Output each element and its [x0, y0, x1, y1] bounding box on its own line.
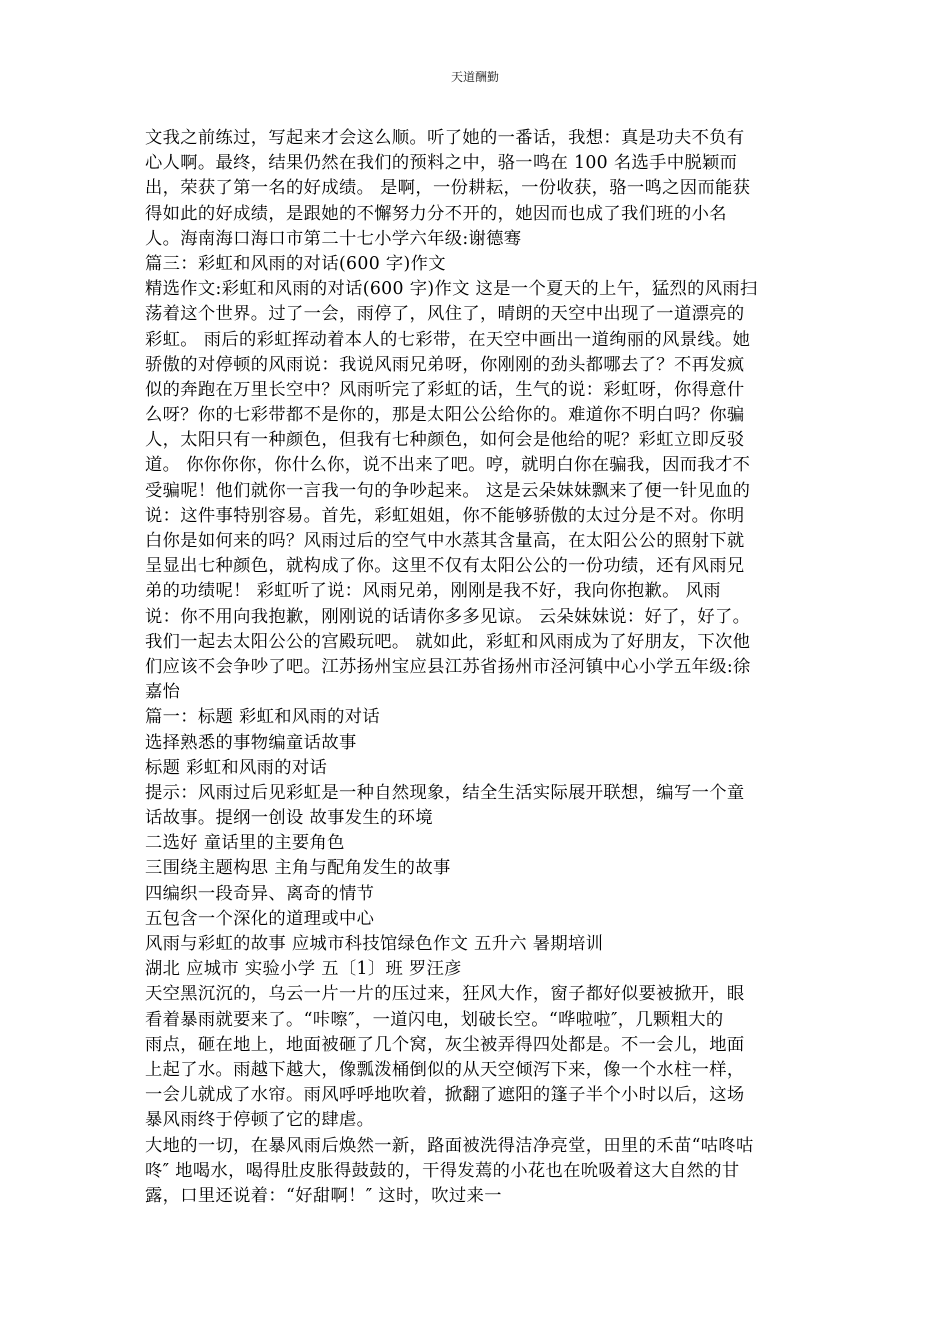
- text-line: 文我之前练过，写起来才会这么顺。听了她的一番话，我想：真是功夫不负有: [145, 128, 745, 148]
- text-line: 白你是如何来的吗？风雨过后的空气中水蒸其含量高，在太阳公公的照射下就: [145, 531, 745, 551]
- text-line: 道。 你你你你，你什么你，说不出来了吧。哼，就明白你在骗我，因而我才不: [145, 455, 751, 476]
- text-line: 得如此的好成绩，是跟她的不懈努力分不开的，她因而也成了我们班的小名: [145, 203, 727, 224]
- text-line: 说：你不用向我抱歉，刚刚说的话请你多多见谅。 云朵妹妹说：好了，好了。: [145, 606, 751, 627]
- text-line: 人，太阳只有一种颜色，但我有七种颜色，如何会是他给的呢？彩虹立即反驳: [145, 430, 745, 451]
- page-header: 天道酬勤: [450, 70, 499, 84]
- text-line: 咚″ 地喝水，喝得肚皮胀得鼓鼓的，干得发蔫的小花也在吮吸着这大自然的甘: [145, 1160, 740, 1181]
- text-line: 么呀？你的七彩带都不是你的，那是太阳公公给你的。难道你不明白吗？你骗: [145, 405, 745, 426]
- text-line: 受骗呢！他们就你一言我一句的争吵起来。 这是云朵妹妹飘来了便一针见血的: [145, 480, 751, 501]
- text-line: 荡着这个世界。过了一会，雨停了，风住了，晴朗的天空中出现了一道漂亮的: [145, 304, 745, 325]
- text-line: 提示：风雨过后见彩虹是一种自然现象，结全生活实际展开联想，编写一个童: [145, 782, 745, 803]
- text-line: 心人啊。最终，结果仍然在我们的预料之中，骆一鸣在 100 名选手中脱颖而: [145, 153, 738, 174]
- text-line: 篇一：标题 彩虹和风雨的对话: [145, 707, 381, 728]
- text-line: 暴风雨终于停顿了它的肆虐。: [145, 1110, 375, 1131]
- text-line: 似的奔跑在万里长空中？风雨听完了彩虹的话，生气的说：彩虹呀，你得意什: [145, 379, 745, 400]
- text-line: 选择熟悉的事物编童话故事: [145, 732, 357, 753]
- text-line: 三围绕主题构思 主角与配角发生的故事: [145, 858, 451, 879]
- text-line: 露，口里还说着：“好甜啊！″ 这时，吹过来一: [145, 1185, 502, 1206]
- text-line: 二选好 童话里的主要角色: [145, 833, 345, 854]
- text-line: 上起了水。雨越下越大，像瓢泼桶倒似的从天空倾泻下来，像一个水柱一样，: [145, 1059, 745, 1080]
- text-line: 一会儿就成了水帘。雨风呼呼地吹着，掀翻了遮阳的篷子半个小时以后，这场: [145, 1085, 745, 1106]
- text-line: 标题 彩虹和风雨的对话: [145, 757, 328, 778]
- text-line: 骄傲的对停顿的风雨说：我说风雨兄弟呀，你刚刚的劲头都哪去了？不再发疯: [145, 354, 745, 375]
- text-line: 天空黑沉沉的，乌云一片一片的压过来，狂风大作，窗子都好似要被掀开，眼: [145, 984, 745, 1005]
- text-line: 精选作文:彩虹和风雨的对话(600 字)作文 这是一个夏天的上午，猛烈的风雨扫: [145, 279, 758, 300]
- text-line: 雨点，砸在地上，地面被砸了几个窝，灰尘被弄得四处都是。不一会儿，地面: [145, 1034, 745, 1055]
- text-line: 嘉怡: [145, 682, 181, 703]
- text-line: 说：这件事特别容易。首先，彩虹姐姐，你不能够骄傲的太过分是不对。你明: [145, 505, 745, 526]
- text-line: 看着暴雨就要来了。“咔嚓″，一道闪电，划破长空。“哗啦啦″，几颗粗大的: [145, 1009, 724, 1030]
- text-line: 大地的一切，在暴风雨后焕然一新，路面被洗得洁净亮堂，田里的禾苗“咕咚咕: [145, 1135, 754, 1156]
- text-line: 人。海南海口海口市第二十七小学六年级:谢德骞: [145, 228, 522, 249]
- document-body: [145, 126, 807, 1209]
- text-line: 五包含一个深化的道理或中心: [145, 908, 375, 929]
- text-line: 篇三：彩虹和风雨的对话(600 字)作文: [145, 253, 446, 274]
- text-line: 出，荣获了第一名的好成绩。 是啊，一份耕耘，一份收获，骆一鸣之因而能获: [145, 178, 751, 199]
- text-line: 弟的功绩呢！ 彩虹听了说：风雨兄弟，刚刚是我不好，我向你抱歉。 风雨: [145, 581, 721, 602]
- text-line: 彩虹。 雨后的彩虹挥动着本人的七彩带，在天空中画出一道绚丽的风景线。她: [145, 329, 751, 350]
- text-line: 话故事。提纲一创设 故事发生的环境: [145, 808, 433, 829]
- text-line: 风雨与彩虹的故事 应城市科技馆绿色作文 五升六 暑期培训: [145, 934, 604, 954]
- text-line: 我们一起去太阳公公的宫殿玩吧。 就如此，彩虹和风雨成为了好朋友，下次他: [145, 631, 751, 652]
- text-line: 们应该不会争吵了吧。江苏扬州宝应县江苏省扬州市泾河镇中心小学五年级:徐: [145, 656, 751, 677]
- text-line: 湖北 应城市 实验小学 五〔1〕班 罗汪彦: [145, 959, 462, 980]
- text-line: 四编织一段奇异、离奇的情节: [145, 883, 375, 904]
- text-line: 呈显出七种颜色，就构成了你。这里不仅有太阳公公的一份功绩，还有风雨兄: [145, 556, 745, 577]
